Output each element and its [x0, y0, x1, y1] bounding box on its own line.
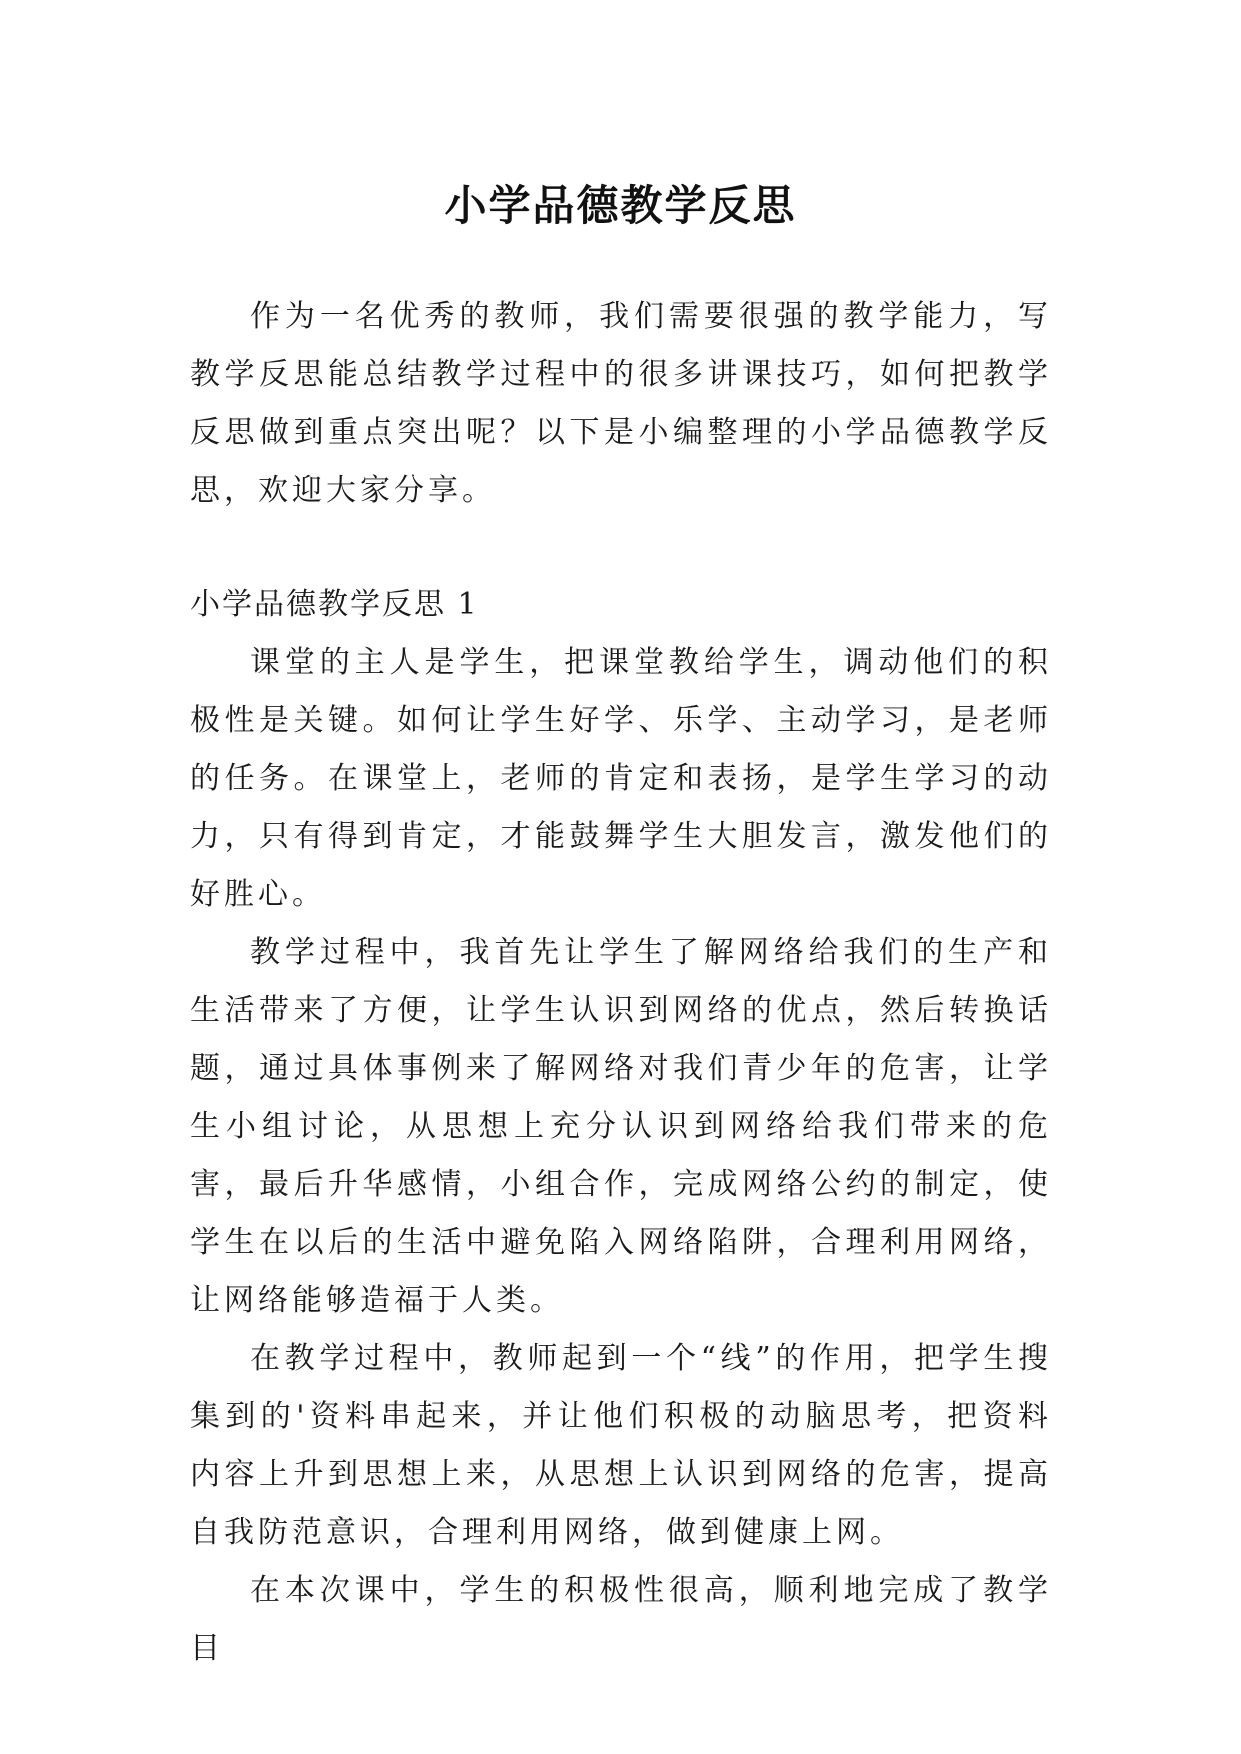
body-paragraph-4: 在本次课中，学生的积极性很高，顺利地完成了教学目: [190, 1573, 1052, 1666]
body-paragraph-2: 教学过程中，我首先让学生了解网络给我们的生产和生活带来了方便，让学生认识到网络的优点，然后转换话题，通过具体事例来了解网络对我们青少年的危害，让学生小组讨论，从思想上充分认识到网络给我们带来的危害，最后升华感情，小组合作，完成网络公约的制定，使学生在以后的生活中避免陷入网络陷阱，合理利用网络，让网络能够造福于人类。: [190, 935, 1052, 1318]
section-heading: 小学品德教学反思 1: [190, 587, 479, 622]
body-paragraph-1: 课堂的主人是学生，把课堂教给学生，调动他们的积极性是关键。如何让学生好学、乐学、主动学习，是老师的任务。在课堂上，老师的肯定和表扬，是学生学习的动力，只有得到肯定，才能鼓舞学生大胆发言，激发他们的好胜心。: [190, 645, 1052, 912]
intro-paragraph: 作为一名优秀的教师，我们需要很强的教学能力，写教学反思能总结教学过程中的很多讲课技巧，如何把教学反思做到重点突出呢？以下是小编整理的小学品德教学反思，欢迎大家分享。: [190, 299, 1052, 508]
document-title: 小学品德教学反思: [444, 181, 797, 231]
body-paragraph-3: 在教学过程中，教师起到一个“线”的作用，把学生搜集到的'资料串起来，并让他们积极的动脑思考，把资料内容上升到思想上来，从思想上认识到网络的危害，提高自我防范意识，合理利用网络，做到健康上网。: [190, 1341, 1052, 1550]
document-body: [190, 288, 1052, 1678]
